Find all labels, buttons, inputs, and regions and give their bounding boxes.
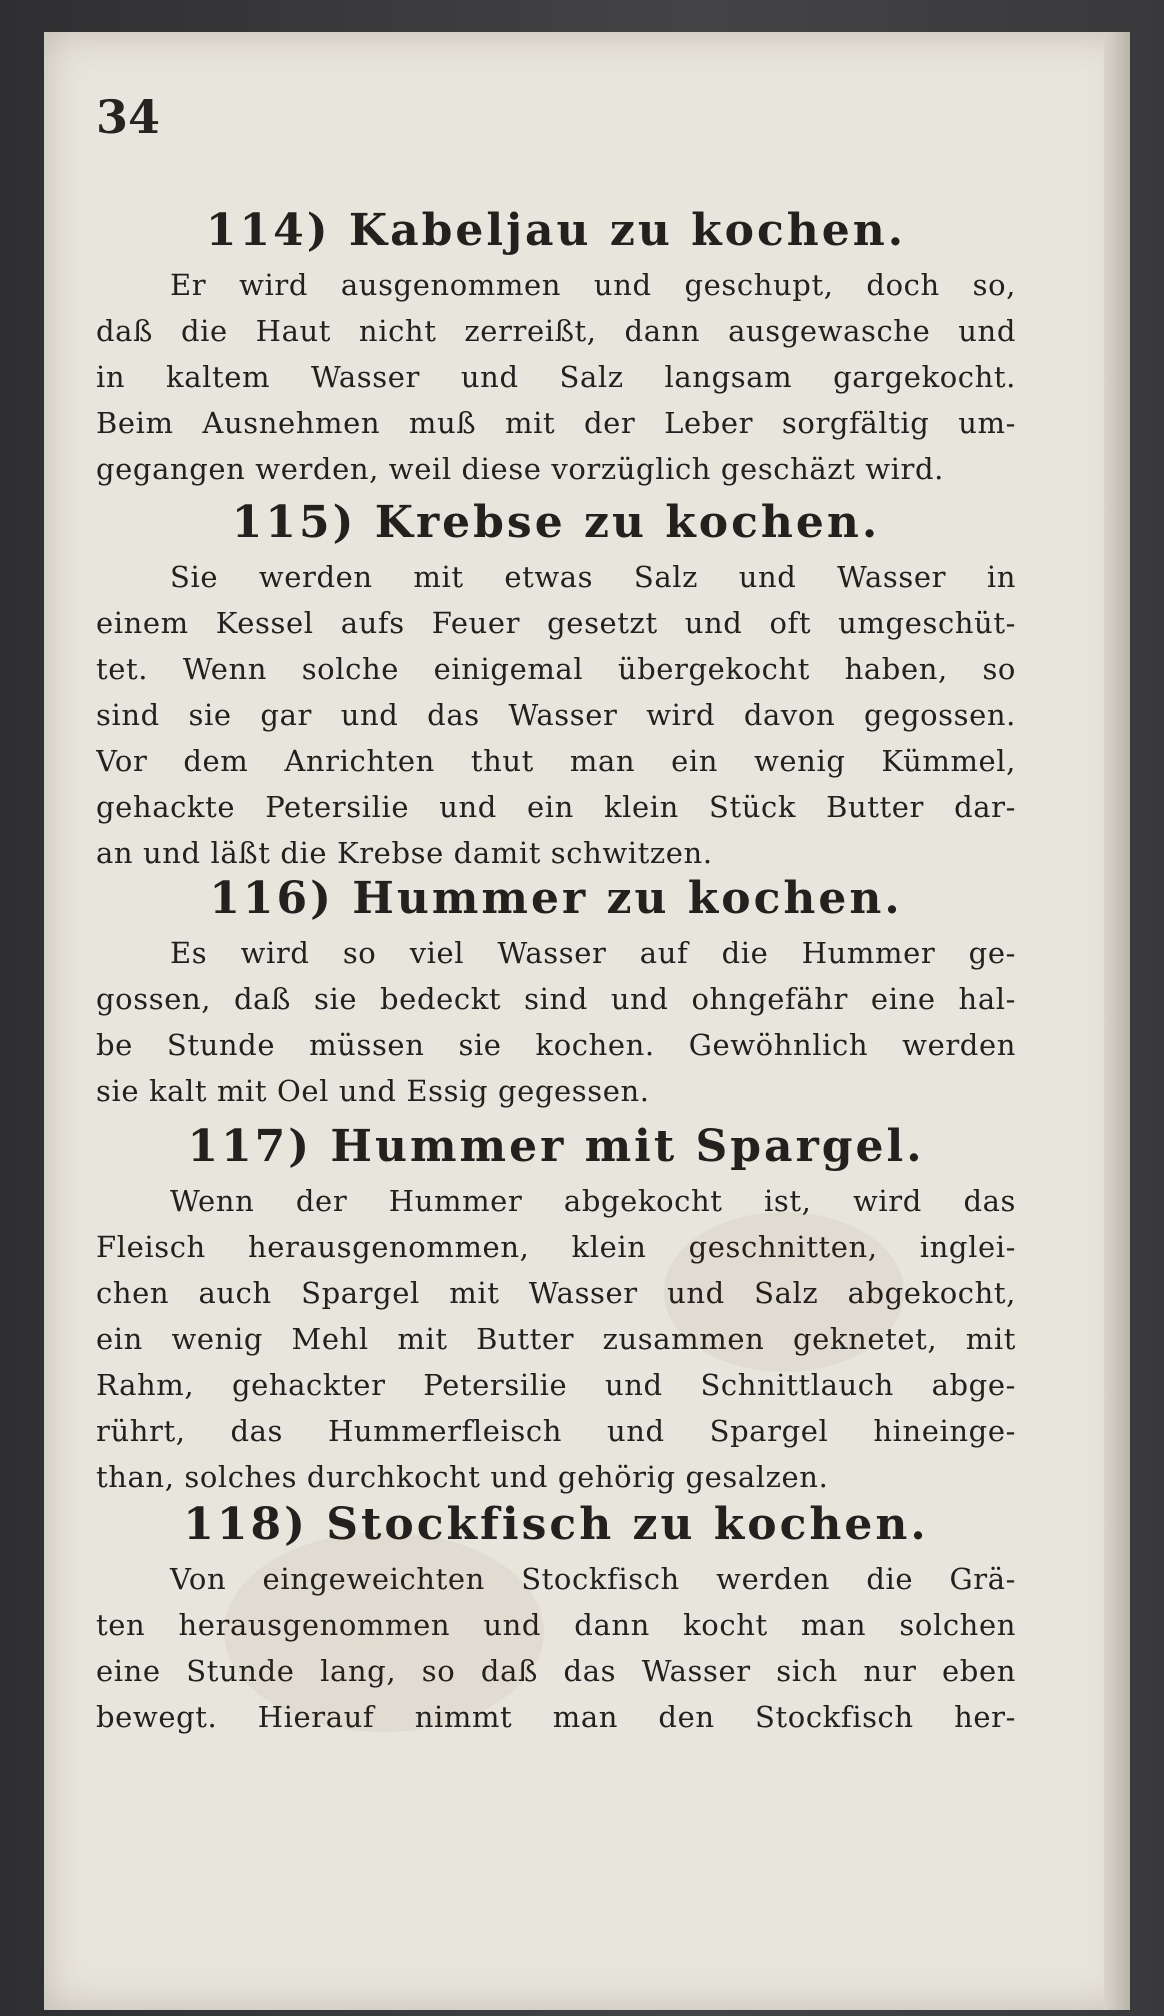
text-line: tet. Wenn solche einigemal übergekocht haben, so <box>96 652 1016 686</box>
recipe-title: 115) Krebse zu kochen. <box>231 497 881 548</box>
text-line: rührt, das Hummerfleisch und Spargel hineinge- <box>96 1414 1016 1448</box>
recipe-title: 114) Kabeljau zu kochen. <box>205 205 907 256</box>
text-line: gossen, daß sie bedeckt sind und ohngefähr eine hal- <box>96 982 1016 1016</box>
recipe-117 <box>96 1116 1016 1500</box>
text-line: Es wird so viel Wasser auf die Hummer ge- <box>170 936 1016 970</box>
page-gutter <box>1104 32 1130 2010</box>
text-line: einem Kessel aufs Feuer gesetzt und oft umgeschüt- <box>96 606 1016 640</box>
text-line: than, solches durchkocht und gehörig gesalzen. <box>96 1460 829 1494</box>
text-line: Beim Ausnehmen muß mit der Leber sorgfältig um- <box>96 406 1016 440</box>
text-line: Rahm, gehackter Petersilie und Schnittlauch abge- <box>96 1368 1016 1402</box>
text-line: Er wird ausgenommen und geschupt, doch so, <box>170 268 1016 302</box>
text-line: Fleisch herausgenommen, klein geschnitten, inglei- <box>96 1230 1016 1264</box>
recipe-118 <box>96 1494 1016 1740</box>
text-line: gehackte Petersilie und ein klein Stück Butter dar- <box>96 790 1016 824</box>
recipe-title: 116) Hummer zu kochen. <box>209 873 903 924</box>
recipe-116 <box>96 868 1016 1114</box>
text-line: bewegt. Hierauf nimmt man den Stockfisch her- <box>96 1700 1016 1734</box>
text-line: Sie werden mit etwas Salz und Wasser in <box>170 560 1016 594</box>
text-line: sie kalt mit Oel und Essig gegessen. <box>96 1074 650 1108</box>
text-line: Vor dem Anrichten thut man ein wenig Kümmel, <box>96 744 1016 778</box>
recipe-text <box>96 930 1016 1114</box>
recipe-text <box>96 262 1016 492</box>
text-line: eine Stunde lang, so daß das Wasser sich nur eben <box>96 1654 1016 1688</box>
text-line: sind sie gar und das Wasser wird davon gegossen. <box>96 698 1016 732</box>
text-line: Wenn der Hummer abgekocht ist, wird das <box>170 1184 1016 1218</box>
text-line: daß die Haut nicht zerreißt, dann ausgewasche und <box>96 314 1016 348</box>
text-line: ten herausgenommen und dann kocht man solchen <box>96 1608 1016 1642</box>
page-number: 34 <box>96 90 161 144</box>
recipe-text <box>96 1178 1016 1500</box>
recipe-title: 118) Stockfisch zu kochen. <box>183 1499 929 1550</box>
text-line: be Stunde müssen sie kochen. Gewöhnlich werden <box>96 1028 1016 1062</box>
recipe-text <box>96 1556 1016 1740</box>
text-line: Von eingeweichten Stockfisch werden die Grä- <box>170 1562 1016 1596</box>
text-line: in kaltem Wasser und Salz langsam gargekocht. <box>96 360 1016 394</box>
text-line: gegangen werden, weil diese vorzüglich geschäzt wird. <box>96 452 945 486</box>
text-line: an und läßt die Krebse damit schwitzen. <box>96 836 713 870</box>
recipe-title: 117) Hummer mit Spargel. <box>187 1121 925 1172</box>
text-line: ein wenig Mehl mit Butter zusammen geknetet, mit <box>96 1322 1016 1356</box>
recipe-115 <box>96 492 1016 876</box>
text-line: chen auch Spargel mit Wasser und Salz abgekocht, <box>96 1276 1016 1310</box>
recipe-114 <box>96 200 1016 492</box>
recipe-text <box>96 554 1016 876</box>
